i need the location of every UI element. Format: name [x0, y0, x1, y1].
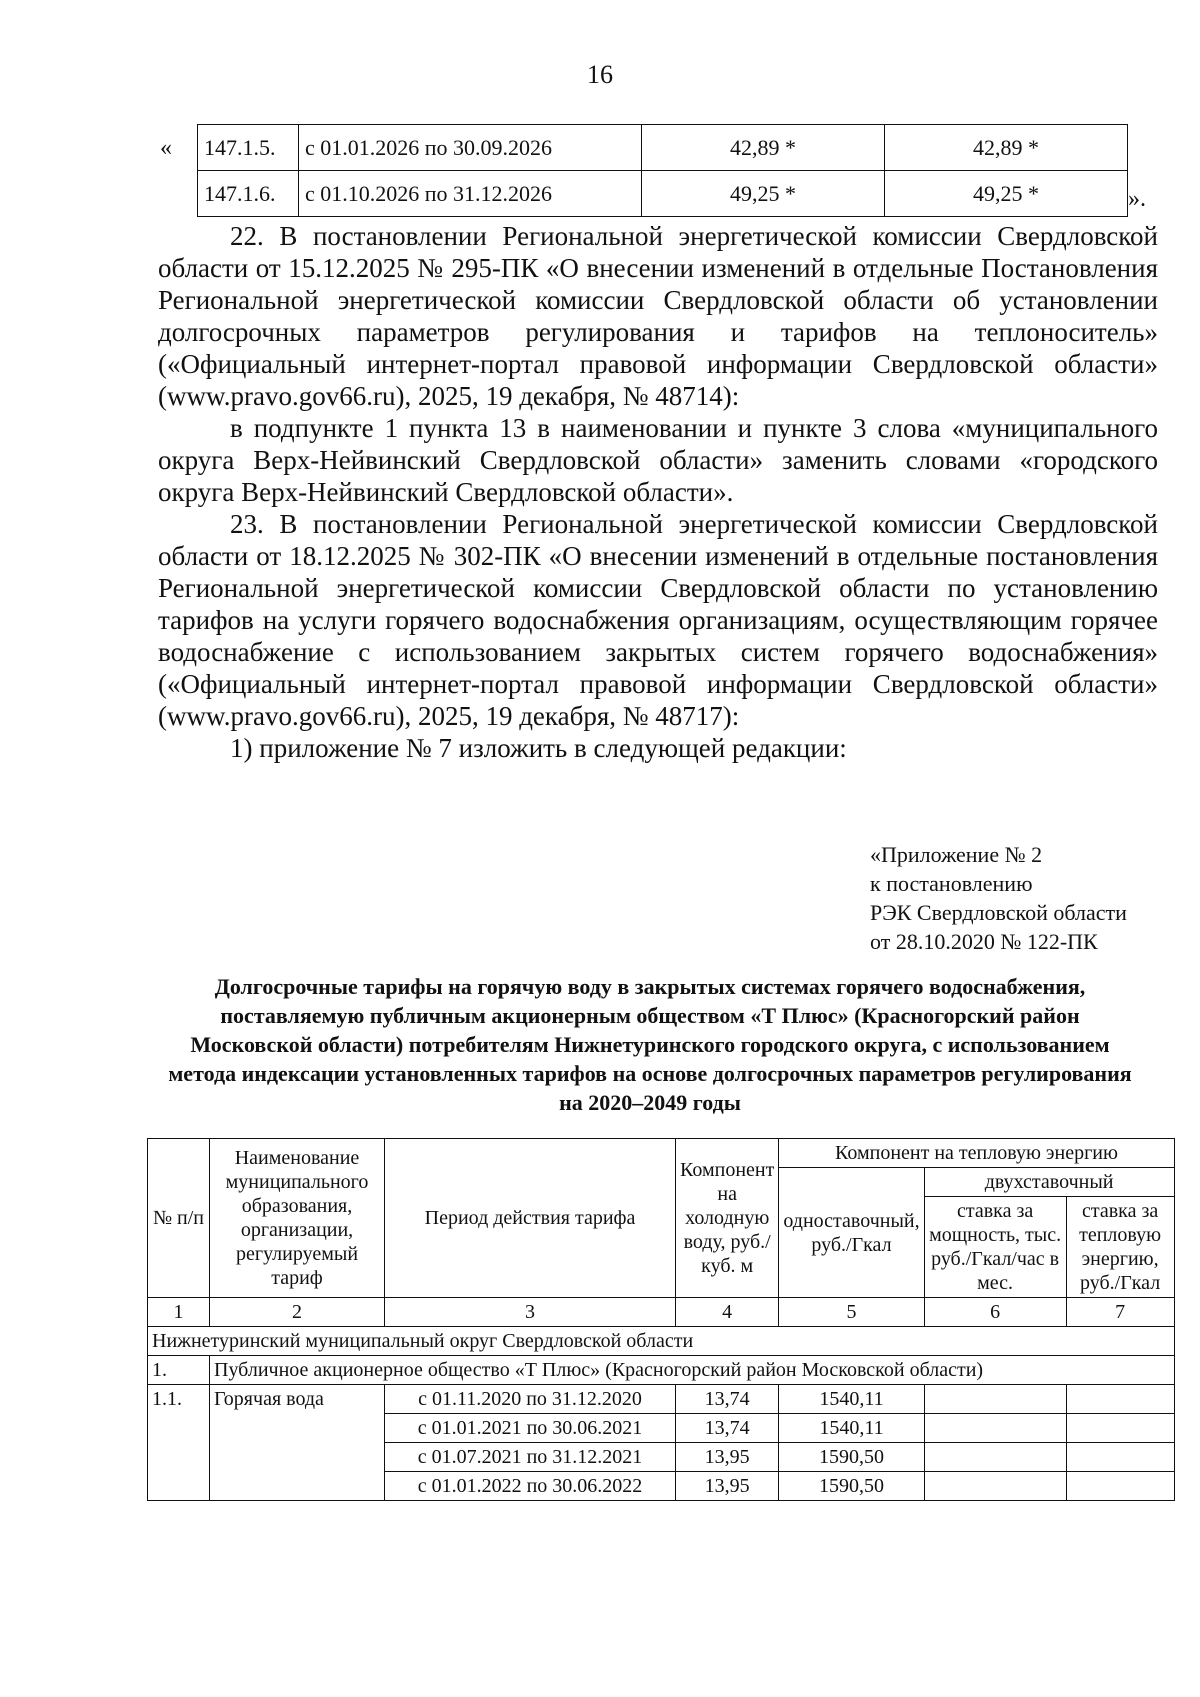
row-single: 1540,11: [779, 1385, 924, 1414]
row-period: с 01.07.2021 по 31.12.2021: [385, 1443, 676, 1472]
row-period: с 01.11.2020 по 31.12.2020: [385, 1385, 676, 1414]
row-number: 147.1.5.: [198, 125, 299, 171]
header-energy-rate: ставка за тепловую энергию, руб./Гкал: [1066, 1197, 1174, 1298]
row-value-1: 49,25 *: [642, 171, 885, 217]
row-single: 1590,50: [779, 1472, 924, 1501]
table-row: [198, 171, 1128, 217]
organization-row: [148, 1356, 1175, 1385]
body-text: [158, 220, 1158, 764]
column-number: 2: [210, 1298, 385, 1327]
row-energy: [1066, 1472, 1174, 1501]
organization-number: 1.: [148, 1356, 210, 1385]
appendix-line: к постановлению: [870, 871, 1033, 896]
row-period: с 01.01.2026 по 30.09.2026: [299, 125, 642, 171]
column-number: 7: [1066, 1298, 1174, 1327]
item-name: Горячая вода: [210, 1385, 385, 1501]
row-number: 147.1.6.: [198, 171, 299, 217]
document-title: Долгосрочные тарифы на горячую воду в закрытых системах горячего водоснабжения, поставляемую публичным акционерным обществом «Т Плюс» (Красногорский район Московской области) потребителям Нижнетуринского городского округа, с использованием метода индексации установленных тарифов на основе долгосрочных параметров регулирования на 2020–2049 годы: [168, 974, 1132, 1115]
tariff-table: [147, 1138, 1175, 1501]
table-row: [198, 125, 1128, 171]
row-period: с 01.10.2026 по 31.12.2026: [299, 171, 642, 217]
column-number: 6: [924, 1298, 1066, 1327]
row-capacity: [924, 1472, 1066, 1501]
page-number: 16: [587, 60, 613, 89]
row-energy: [1066, 1414, 1174, 1443]
row-capacity: [924, 1414, 1066, 1443]
header-period: Период действия тарифа: [385, 1139, 676, 1298]
organization-name: Публичное акционерное общество «Т Плюс» (Красногорский район Московской области): [210, 1356, 1175, 1385]
region-name: Нижнетуринский муниципальный округ Свердловской области: [148, 1327, 1175, 1356]
column-numbers-row: [148, 1298, 1175, 1327]
column-number: 3: [385, 1298, 676, 1327]
close-quote: ».: [1128, 186, 1146, 212]
header-cold-water: Компонент на холодную воду, руб./куб. м: [676, 1139, 779, 1298]
header-num: № п/п: [148, 1139, 210, 1298]
row-cold: 13,74: [676, 1385, 779, 1414]
row-value-2: 49,25 *: [885, 171, 1128, 217]
open-quote: «: [160, 135, 172, 161]
row-capacity: [924, 1443, 1066, 1472]
paragraph-23-amendment: 1) приложение № 7 изложить в следующей редакции:: [230, 733, 847, 763]
row-energy: [1066, 1385, 1174, 1414]
row-value-1: 42,89 *: [642, 125, 885, 171]
header-single-rate: одноставочный, руб./Гкал: [779, 1168, 924, 1298]
row-single: 1590,50: [779, 1443, 924, 1472]
column-number: 1: [148, 1298, 210, 1327]
column-number: 4: [676, 1298, 779, 1327]
appendix-line: РЭК Свердловской области: [870, 900, 1127, 925]
header-capacity-rate: ставка за мощность, тыс. руб./Гкал/час в мес.: [924, 1197, 1066, 1298]
continuation-table: [197, 124, 1128, 217]
item-number: 1.1.: [148, 1385, 210, 1501]
row-energy: [1066, 1443, 1174, 1472]
paragraph-22-amendment: в подпункте 1 пункта 13 в наименовании и пункте 3 слова «муниципального округа Верх-Нейвинский Свердловской области» заменить словами «городского округа Верх-Нейвинский Свердловской области».: [158, 413, 1158, 507]
paragraph-22: 22. В постановлении Региональной энергетической комиссии Свердловской области от 15.12.2025 № 295-ПК «О внесении изменений в отдельные Постановления Региональной энергетической комиссии Свердловской области об установлении долгосрочных параметров регулирования и тарифов на теплоноситель» («Официальный интернет-портал правовой информации Свердловской области» (www.pravo.gov66.ru), 2025, 19 декабря, № 48714):: [158, 221, 1158, 411]
row-period: с 01.01.2021 по 30.06.2021: [385, 1414, 676, 1443]
appendix-line: от 28.10.2020 № 122-ПК: [870, 929, 1098, 954]
header-heat: Компонент на тепловую энергию: [779, 1139, 1174, 1168]
header-name: Наименование муниципального образования, организации, регулируемый тариф: [210, 1139, 385, 1298]
appendix-line: «Приложение № 2: [870, 842, 1043, 867]
header-double-rate: двухставочный: [924, 1168, 1174, 1197]
paragraph-23: 23. В постановлении Региональной энергетической комиссии Свердловской области от 18.12.2025 № 302-ПК «О внесении изменений в отдельные постановления Региональной энергетической комиссии Свердловской области по установлению тарифов на услуги горячего водоснабжения организациям, осуществляющим горячее водоснабжение с использованием закрытых систем горячего водоснабжения» («Официальный интернет-портал правовой информации Свердловской области» (www.pravo.gov66.ru), 2025, 19 декабря, № 48717):: [158, 509, 1158, 731]
row-cold: 13,95: [676, 1472, 779, 1501]
row-cold: 13,95: [676, 1443, 779, 1472]
row-cold: 13,74: [676, 1414, 779, 1443]
appendix-note: [870, 840, 1127, 956]
row-capacity: [924, 1385, 1066, 1414]
row-single: 1540,11: [779, 1414, 924, 1443]
region-row: [148, 1327, 1175, 1356]
table-row: [148, 1385, 1175, 1414]
row-period: с 01.01.2022 по 30.06.2022: [385, 1472, 676, 1501]
column-number: 5: [779, 1298, 924, 1327]
row-value-2: 42,89 *: [885, 125, 1128, 171]
